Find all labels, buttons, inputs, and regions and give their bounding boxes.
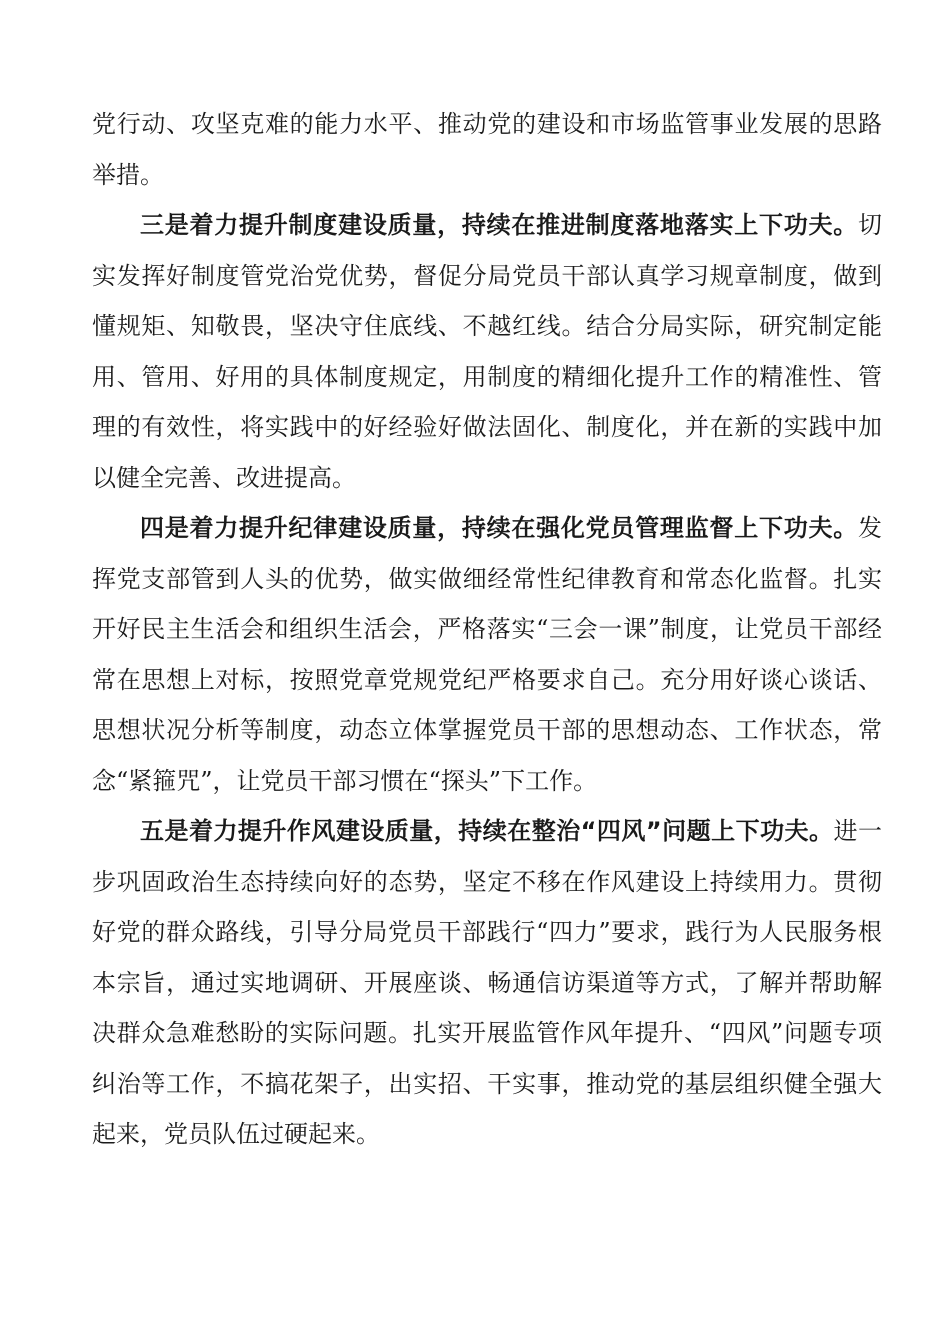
paragraph-lead: 四是着力提升纪律建设质量，持续在强化党员管理监督上下功夫。 <box>140 514 858 542</box>
paragraph-body: 发挥党支部管到人头的优势，做实做细经常性纪律教育和常态化监督。扎实开好民主生活会和组织生活会，严格落实“三会一课”制度，让党员干部经常在思想上对标，按照党章党规党纪严格要求自己。充分用好谈心谈话、思想状况分析等制度，动态立体掌握党员干部的思想动态、工作状态，常念“紧箍咒”，让党员干部习惯在“探头”下工作。 <box>92 514 882 795</box>
paragraph-discipline-building <box>92 503 882 806</box>
paragraph-lead: 五是着力提升作风建设质量，持续在整治“四风”问题上下功夫。 <box>140 817 834 845</box>
paragraph-body: 进一步巩固政治生态持续向好的态势，坚定不移在作风建设上持续用力。贯彻好党的群众路线，引导分局党员干部践行“四力”要求，践行为人民服务根本宗旨，通过实地调研、开展座谈、畅通信访渠道等方式，了解并帮助解决群众急难愁盼的实际问题。扎实开展监管作风年提升、“四风”问题专项纠治等工作，不搞花架子，出实招、干实事，推动党的基层组织健全强大起来，党员队伍过硬起来。 <box>92 817 883 1148</box>
paragraph-institution-building <box>92 200 882 503</box>
paragraph-lead: 三是着力提升制度建设质量，持续在推进制度落地落实上下功夫。 <box>140 211 858 239</box>
paragraph-continuation <box>92 99 882 200</box>
paragraph-body: 切实发挥好制度管党治党优势，督促分局党员干部认真学习规章制度，做到懂规矩、知敬畏，坚决守住底线、不越红线。结合分局实际，研究制定能用、管用、好用的具体制度规定，用制度的精细化提升工作的精准性、管理的有效性，将实践中的好经验好做法固化、制度化，并在新的实践中加以健全完善、改进提高。 <box>92 211 882 492</box>
paragraph-body: 党行动、攻坚克难的能力水平、推动党的建设和市场监管事业发展的思路举措。 <box>92 110 882 189</box>
document-page <box>92 99 882 1160</box>
paragraph-style-building <box>92 806 882 1160</box>
